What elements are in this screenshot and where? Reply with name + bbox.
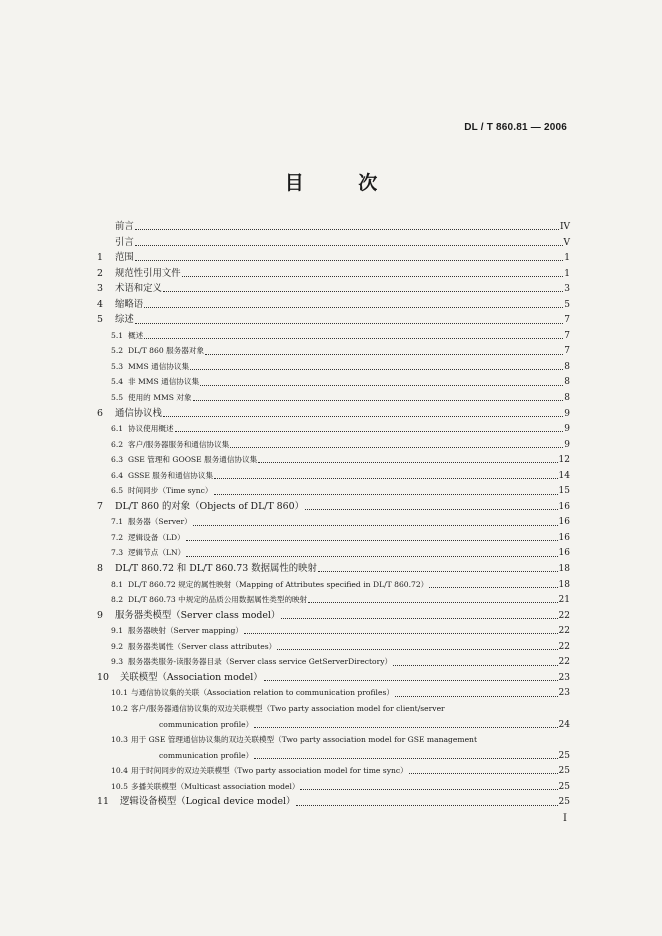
toc-entry-title: 用于时间同步的双边关联模型（Two party association model for time sync） (131, 766, 408, 776)
toc-leader-dots (395, 696, 558, 697)
toc-entry-page: 22 (558, 610, 570, 621)
toc-entry-number: 7.1 (111, 517, 124, 527)
toc-leader-dots (393, 665, 557, 666)
toc-entry[interactable] (97, 514, 570, 530)
table-of-contents (97, 219, 570, 810)
toc-entry-number: 8.2 (111, 595, 124, 605)
toc-leader-dots (135, 245, 563, 246)
toc-entry[interactable] (97, 592, 570, 608)
toc-leader-dots (193, 400, 564, 401)
toc-entry[interactable] (97, 701, 570, 717)
toc-entry-title: 客户/服务器服务和通信协议集 (128, 439, 230, 449)
toc-leader-dots (193, 525, 558, 526)
toc-entry-page: 1 (564, 268, 570, 279)
toc-leader-dots (264, 680, 558, 681)
toc-entry[interactable] (97, 639, 570, 655)
toc-entry-page: 25 (558, 766, 570, 777)
toc-entry[interactable] (97, 468, 570, 484)
toc-entry[interactable] (97, 779, 570, 795)
toc-entry-page: 12 (558, 455, 570, 466)
toc-entry-number: 5.2 (111, 346, 124, 356)
toc-leader-dots (182, 276, 564, 277)
toc-entry-page: 23 (558, 688, 570, 699)
toc-entry-title: DL/T 860.72 和 DL/T 860.73 数据属性的映射 (115, 563, 317, 575)
toc-entry-page: 22 (558, 641, 570, 652)
toc-entry-number: 7.2 (111, 532, 124, 542)
toc-entry-title: 概述 (128, 330, 144, 340)
toc-entry-number: 5.3 (111, 361, 124, 371)
toc-entry-title: 与通信协议集的关联（Association relation to communication profiles） (131, 688, 394, 698)
toc-entry-title: 用于 GSE 管理通信协议集的双边关联模型（Two party association model for GSE management (131, 735, 478, 745)
toc-entry-title: DL/T 860 服务器对象 (128, 346, 205, 356)
toc-entry[interactable] (97, 717, 570, 733)
toc-entry-number: 9.3 (111, 657, 124, 667)
toc-entry-number: 9 (97, 609, 103, 621)
toc-entry-number: 6 (97, 407, 103, 419)
toc-entry-number: 6.1 (111, 424, 124, 434)
toc-entry-number: 5.5 (111, 393, 124, 403)
toc-entry-page: IV (559, 222, 570, 232)
toc-leader-dots (135, 323, 564, 324)
toc-entry-page: 16 (558, 548, 570, 559)
toc-leader-dots (163, 416, 563, 417)
toc-entry-number: 6.5 (111, 486, 124, 496)
toc-entry[interactable] (97, 530, 570, 546)
toc-entry-title: 协议使用概述 (128, 424, 174, 434)
toc-entry[interactable] (97, 452, 570, 468)
toc-entry-number: 3 (97, 283, 103, 295)
toc-entry[interactable] (97, 577, 570, 593)
toc-entry-number: 6.4 (111, 470, 124, 480)
toc-entry-page: 22 (558, 657, 570, 668)
toc-entry[interactable] (97, 794, 570, 810)
toc-entry-title: 范围 (115, 252, 134, 264)
toc-leader-dots (230, 447, 563, 448)
toc-leader-dots (163, 291, 563, 292)
toc-leader-dots (200, 385, 563, 386)
toc-entry[interactable] (97, 623, 570, 639)
toc-entry[interactable] (97, 235, 570, 251)
toc-entry-number: 6.3 (111, 455, 124, 465)
toc-entry-title: 服务器类属性（Server class attributes） (128, 641, 277, 651)
toc-leader-dots (244, 633, 558, 634)
toc-entry-page: 25 (558, 750, 570, 761)
toc-entry-page: 14 (558, 470, 570, 481)
toc-entry-page: 1 (564, 253, 570, 264)
toc-entry-page: 22 (558, 626, 570, 637)
toc-entry[interactable] (97, 343, 570, 359)
toc-entry[interactable] (97, 670, 570, 686)
toc-entry[interactable] (97, 250, 570, 266)
toc-entry-number: 11 (97, 796, 109, 808)
toc-entry-number: 10.4 (111, 766, 128, 776)
toc-entry-title: 引言 (115, 236, 134, 248)
toc-leader-dots (429, 587, 557, 588)
toc-entry-number: 10.3 (111, 735, 128, 745)
toc-entry-title: 多播关联模型（Multicast association model） (131, 781, 300, 791)
toc-entry-number: 7 (97, 500, 103, 512)
toc-entry-title: communication profile） (159, 719, 254, 729)
toc-entry-page: 16 (558, 501, 570, 512)
toc-entry-page: 18 (558, 564, 570, 575)
toc-leader-dots (409, 773, 558, 774)
toc-entry[interactable] (97, 654, 570, 670)
toc-entry-page: 18 (558, 579, 570, 590)
toc-entry-number: 8.1 (111, 579, 124, 589)
toc-entry[interactable] (97, 608, 570, 624)
toc-entry[interactable] (97, 266, 570, 282)
toc-entry-title: 使用的 MMS 对象 (128, 393, 192, 403)
toc-entry-title: 前言 (115, 221, 134, 232)
toc-entry-title: 通信协议栈 (115, 407, 162, 419)
page-number: I (563, 813, 567, 824)
toc-entry-title: DL/T 860 的对象（Objects of DL/T 860） (115, 500, 304, 512)
toc-entry[interactable] (97, 421, 570, 437)
toc-entry-title: 时间同步（Time sync） (128, 486, 213, 496)
toc-leader-dots (308, 602, 557, 603)
toc-leader-dots (300, 789, 557, 790)
toc-entry-title: 服务器映射（Server mapping） (128, 626, 243, 636)
toc-entry-title: GSSE 服务和通信协议集 (128, 470, 214, 480)
toc-leader-dots (214, 494, 558, 495)
toc-entry-title: 逻辑节点（LN） (128, 548, 186, 558)
toc-entry-title: 服务器类服务-读服务器目录（Server class service GetServerDirectory） (128, 657, 393, 667)
toc-entry-page: 9 (564, 439, 570, 450)
toc-entry-title: 服务器类模型（Server class model） (115, 609, 281, 621)
toc-entry[interactable] (97, 312, 570, 328)
toc-entry[interactable] (97, 219, 570, 235)
toc-entry[interactable] (97, 390, 570, 406)
toc-entry[interactable] (97, 499, 570, 515)
toc-leader-dots (258, 462, 557, 463)
toc-entry-number: 7.3 (111, 548, 124, 558)
toc-entry-title: communication profile） (159, 750, 254, 760)
toc-entry[interactable] (97, 328, 570, 344)
toc-entry-number: 10 (97, 671, 109, 683)
toc-entry-number: 5.1 (111, 330, 124, 340)
toc-entry[interactable] (97, 437, 570, 453)
toc-entry-page: 9 (564, 408, 570, 419)
toc-entry-number: 10.1 (111, 688, 128, 698)
toc-entry-title: 客户/服务器通信协议集的双边关联模型（Two party association model for client/server (131, 703, 445, 713)
toc-entry-title: GSE 管理和 GOOSE 服务通信协议集 (128, 455, 258, 465)
toc-entry[interactable] (97, 748, 570, 764)
toc-entry-number: 1 (97, 252, 103, 264)
toc-entry-page: 16 (558, 517, 570, 528)
toc-entry[interactable] (97, 483, 570, 499)
toc-entry-number: 2 (97, 267, 103, 279)
toc-entry-page: 21 (558, 595, 570, 606)
toc-entry-number: 8 (97, 563, 103, 575)
document-code: DL / T 860.81 — 2006 (464, 122, 567, 133)
toc-entry-page: 9 (564, 424, 570, 435)
toc-entry[interactable] (97, 374, 570, 390)
toc-leader-dots (296, 805, 557, 806)
toc-entry[interactable] (97, 685, 570, 701)
toc-entry[interactable] (97, 763, 570, 779)
toc-entry[interactable] (97, 359, 570, 375)
toc-entry-title: 关联模型（Association model） (120, 671, 263, 683)
toc-entry-number: 5 (97, 314, 103, 326)
toc-entry-title: 非 MMS 通信协议集 (128, 377, 200, 387)
toc-entry-title: 术语和定义 (115, 283, 162, 295)
toc-leader-dots (186, 540, 558, 541)
toc-entry[interactable] (97, 545, 570, 561)
toc-entry-page: 25 (558, 781, 570, 792)
toc-leader-dots (205, 354, 563, 355)
toc-entry-page: 23 (558, 672, 570, 683)
toc-leader-dots (254, 758, 557, 759)
toc-leader-dots (144, 307, 563, 308)
toc-entry-page: 5 (564, 299, 570, 310)
toc-entry-number: 9.1 (111, 626, 124, 636)
toc-entry-title: 综述 (115, 314, 134, 326)
toc-entry-page: 8 (564, 393, 570, 404)
toc-entry-page: 16 (558, 532, 570, 543)
toc-entry-number: 6.2 (111, 439, 124, 449)
toc-leader-dots (318, 571, 558, 572)
toc-leader-dots (254, 727, 557, 728)
toc-leader-dots (214, 478, 558, 479)
toc-leader-dots (186, 556, 557, 557)
toc-entry-page: 7 (564, 330, 570, 341)
toc-leader-dots (135, 260, 564, 261)
toc-entry-title: DL/T 860.73 中规定的品质公用数据属性类型的映射 (128, 595, 308, 605)
toc-entry-number: 10.5 (111, 781, 128, 791)
toc-entry-number: 4 (97, 298, 103, 310)
toc-entry-number: 10.2 (111, 703, 128, 713)
toc-entry-page: 15 (558, 486, 570, 497)
toc-entry[interactable] (97, 561, 570, 577)
toc-entry[interactable] (97, 297, 570, 313)
toc-leader-dots (135, 229, 559, 230)
toc-entry[interactable] (97, 281, 570, 297)
page-title: 目 次 (284, 172, 402, 194)
toc-entry-title: MMS 通信协议集 (128, 361, 190, 371)
toc-entry-page: 24 (558, 719, 570, 730)
toc-leader-dots (277, 649, 557, 650)
toc-entry-page: 7 (564, 346, 570, 357)
toc-entry-number: 9.2 (111, 641, 124, 651)
toc-entry-page: 25 (558, 797, 570, 808)
toc-entry-number: 5.4 (111, 377, 124, 387)
toc-entry-page: 8 (564, 361, 570, 372)
toc-entry-page: 8 (564, 377, 570, 388)
toc-leader-dots (281, 618, 557, 619)
toc-entry-title: 逻辑设备模型（Logical device model） (120, 796, 296, 808)
toc-entry-page: 3 (564, 284, 570, 295)
toc-entry[interactable] (97, 732, 570, 748)
toc-entry-title: 逻辑设备（LD） (128, 532, 185, 542)
toc-entry-title: 规范性引用文件 (115, 267, 181, 279)
toc-entry-title: 缩略语 (115, 298, 144, 310)
toc-leader-dots (305, 509, 558, 510)
toc-entry-title: 服务器（Server） (128, 517, 192, 527)
toc-entry-title: DL/T 860.72 规定的属性映射（Mapping of Attributes specified in DL/T 860.72） (128, 579, 429, 589)
toc-leader-dots (175, 431, 564, 432)
toc-entry-page: V (563, 237, 570, 248)
toc-leader-dots (144, 338, 563, 339)
toc-entry-page: 7 (564, 315, 570, 326)
toc-entry[interactable] (97, 406, 570, 422)
toc-leader-dots (190, 369, 563, 370)
